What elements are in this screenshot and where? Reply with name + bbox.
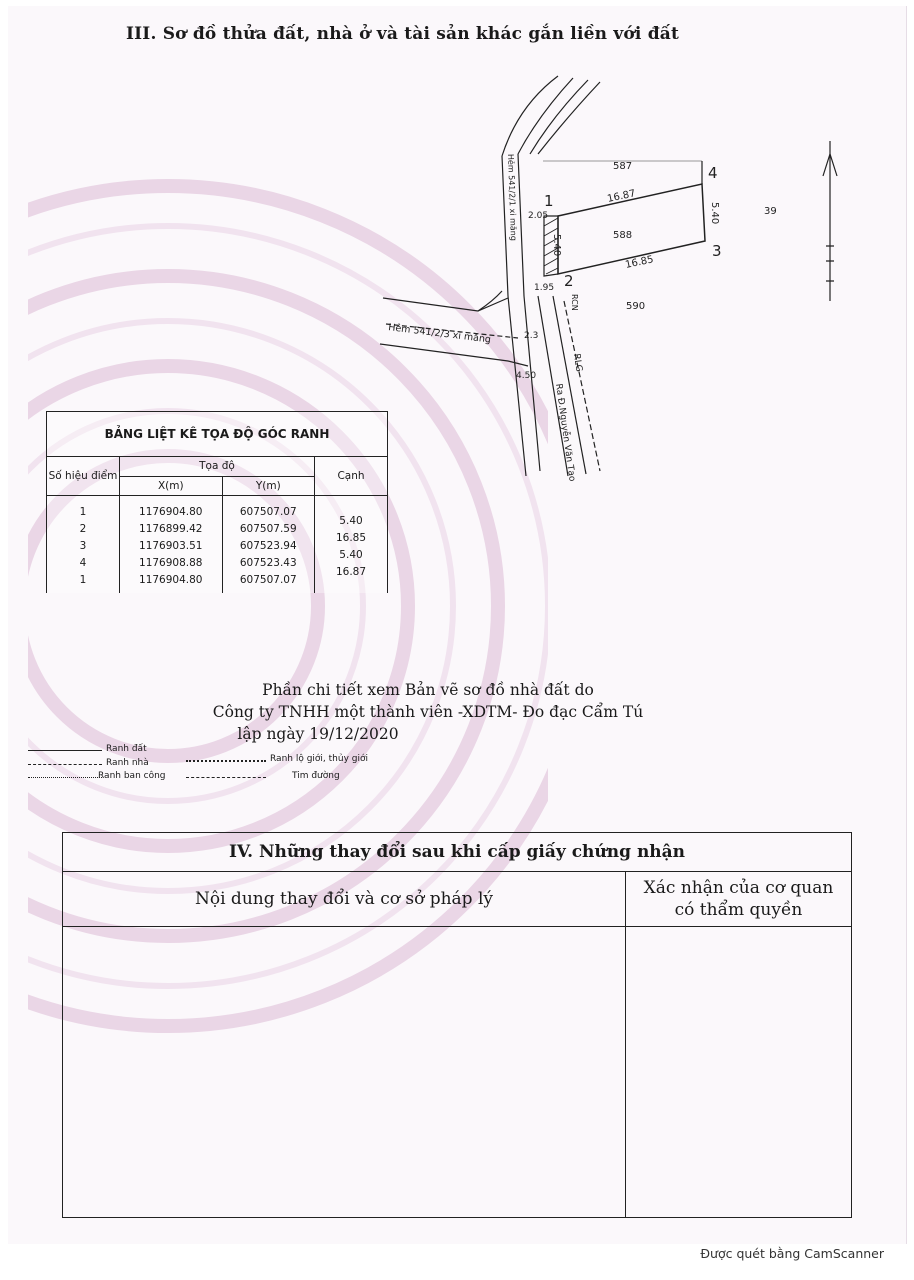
section4-title: IV. Những thay đổi sau khi cấp giấy chứng nhận	[63, 833, 852, 872]
col-confirmation-line2: có thẩm quyền	[674, 900, 803, 920]
col-edge-header: Cạnh	[315, 457, 388, 496]
row-x: 1176904.80	[139, 506, 203, 518]
edge-bottom-length: 16.85	[624, 254, 655, 271]
row-y: 607507.07	[239, 506, 297, 518]
legend-ranh-ban-cong-line	[28, 777, 102, 778]
row-y: 607523.94	[239, 540, 297, 552]
legend-ranh-lo-gioi: Ranh lộ giới, thủy giới	[270, 754, 368, 764]
site-plan-map	[368, 66, 888, 496]
scanner-footer: Được quét bằng CamScanner	[700, 1246, 884, 1261]
street-nguyen-van-tao: Ra Đ.Nguyễn Văn Tạo	[553, 383, 577, 483]
label-rcn: RCN	[570, 294, 579, 311]
parcel-39: 39	[764, 206, 777, 217]
width-4-50: 4.50	[516, 371, 537, 381]
width-1-95: 1.95	[534, 283, 555, 293]
point-1-label: 1	[544, 192, 554, 210]
edge-length: 5.40	[339, 549, 363, 561]
edge-right-length: 5.40	[709, 202, 720, 225]
point-4-label: 4	[708, 164, 718, 182]
legend-ranh-lo-gioi-line	[186, 760, 266, 762]
row-point: 3	[79, 540, 87, 552]
legend-tim-duong: Tim đường	[292, 771, 340, 781]
street-hem-541-2-3: Hẻm 541/2/3 xi măng	[387, 322, 492, 346]
width-2-3: 2.3	[524, 331, 539, 341]
edge-length: 16.85	[335, 532, 367, 544]
note-line-2: Công ty TNHH một thành viên -XDTM- Đo đạc Cẩm Tú	[212, 703, 644, 721]
parcel-590: 590	[626, 301, 646, 312]
change-content-cell	[63, 927, 626, 1218]
col-change-content-header: Nội dung thay đổi và cơ sở pháp lý	[63, 872, 626, 927]
legend-ranh-ban-cong: Ranh ban công	[98, 771, 166, 781]
changes-table	[62, 832, 852, 1218]
edge-length: 5.40	[339, 515, 363, 527]
coord-table-title: BẢNG LIỆT KÊ TỌA ĐỘ GÓC RANH	[47, 412, 388, 457]
street-hem-541-2-1: Hẻm 541/2/1 xi măng	[506, 153, 519, 242]
parcel-588: 588	[613, 230, 633, 241]
row-point: 1	[79, 506, 87, 518]
parcel-587: 587	[613, 161, 633, 172]
row-y: 607507.07	[239, 574, 297, 586]
point-3-label: 3	[712, 242, 722, 260]
col-confirmation-header	[626, 872, 852, 927]
legend-ranh-nha-line	[28, 764, 102, 765]
col-x-header: X(m)	[120, 476, 223, 496]
row-point: 2	[79, 523, 87, 535]
confirmation-cell	[626, 927, 852, 1218]
width-2-05: 2.05	[528, 211, 549, 221]
row-x: 1176903.51	[139, 540, 203, 552]
legend-ranh-dat-line	[28, 750, 102, 751]
col-y-header: Y(m)	[222, 476, 315, 496]
col-confirmation-line1: Xác nhận của cơ quan	[643, 878, 834, 898]
col-point-header: Số hiệu điểm	[47, 457, 120, 496]
row-y: 607507.59	[239, 523, 297, 535]
edge-top-length: 16.87	[606, 188, 637, 205]
point-2-label: 2	[564, 272, 574, 290]
legend-ranh-nha: Ranh nhà	[106, 758, 149, 768]
row-point: 4	[79, 557, 87, 569]
note-line-3: lập ngày 19/12/2020	[237, 725, 399, 743]
legend-ranh-dat: Ranh đất	[106, 744, 147, 754]
row-x: 1176904.80	[139, 574, 203, 586]
edge-left-length: 5.40	[551, 234, 562, 257]
section3-title: III. Sơ đồ thửa đất, nhà ở và tài sản khác gắn liền với đất	[126, 24, 680, 44]
col-coord-header: Tọa độ	[120, 457, 315, 477]
row-x: 1176899.42	[139, 523, 203, 535]
note-line-1: Phần chi tiết xem Bản vẽ sơ đồ nhà đất do	[262, 681, 594, 699]
coordinate-table	[46, 411, 388, 593]
row-y: 607523.43	[239, 557, 297, 569]
row-x: 1176908.88	[139, 557, 203, 569]
legend-tim-duong-line	[186, 777, 266, 778]
row-point: 1	[79, 574, 87, 586]
edge-length: 16.87	[335, 566, 367, 578]
label-rlg: RLG	[571, 353, 584, 373]
